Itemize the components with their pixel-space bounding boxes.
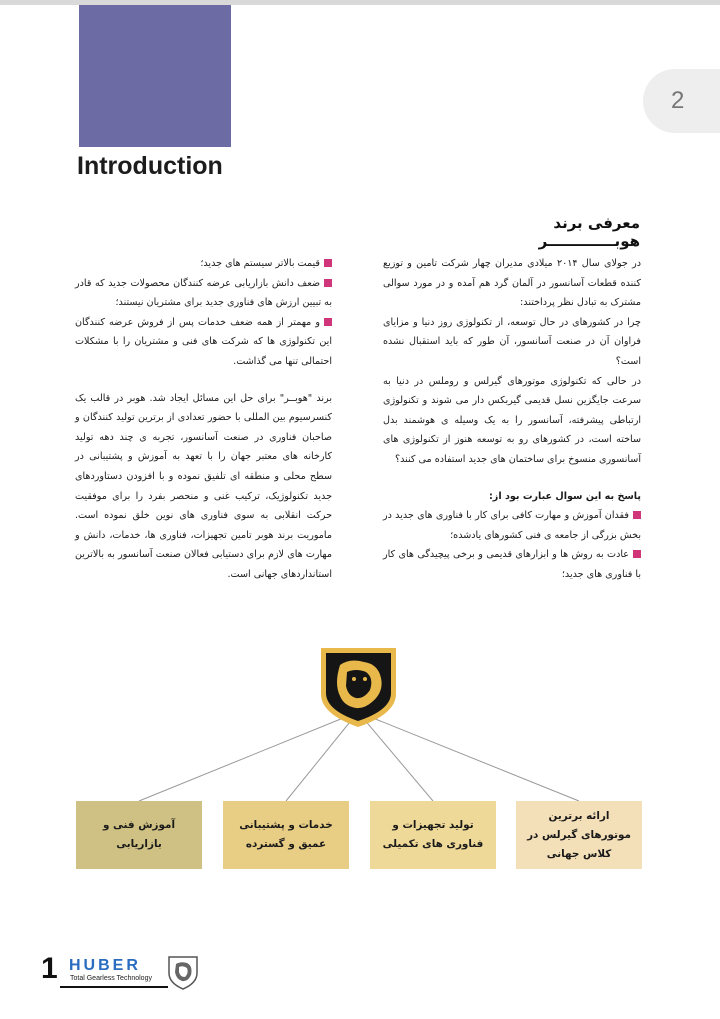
page-tab-number: 2 <box>671 87 685 114</box>
footer-rule <box>60 986 168 988</box>
intro-title: Introduction <box>77 152 223 180</box>
connector-line <box>358 712 433 801</box>
bullet-item: و مهمتر از همه ضعف خدمات پس از فروش عرضه کنندگان این تکنولوژی ها که شرکت های فنی و مشتریان را با مشکلات احتمالی تنها می گذاشت. <box>75 316 332 367</box>
pillar-box-services: خدمات و پشتیبانی عمیق و گسترده <box>223 801 349 869</box>
pillar-box-equipment: تولید تجهیزات و فناوری های تکمیلی <box>370 801 496 869</box>
brand-tagline: Total Gearless Technology <box>70 975 152 982</box>
section-heading: معرفی برند هوبـــــــــــــر <box>538 214 640 250</box>
bullet-square-icon <box>324 318 332 326</box>
bullet-item: قیمت بالاتر سیستم های جدید؛ <box>75 254 332 274</box>
header-color-block <box>79 5 231 147</box>
footer-lion-shield-icon <box>167 955 199 991</box>
bullet-square-icon <box>633 550 641 558</box>
paragraph: در جولای سال ۲۰۱۴ میلادی مدیران چهار شرکت تامین و توزیع کننده قطعات آسانسور در آلمان گرد هم آمده و در مورد سوالی مشترک به تبادل نظر پرداختند: <box>383 258 642 309</box>
pillar-box-motors: ارائه برترین موتورهای گیرلس در کلاس جهانی <box>516 801 642 869</box>
bullet-item: عادت به روش ها و ابزارهای قدیمی و برخی پیچیدگی های کار با فناوری های جدید؛ <box>383 549 641 580</box>
answer-heading: پاسخ به این سوال عبارت بود از: <box>488 490 641 502</box>
bullet-square-icon <box>633 511 641 519</box>
connector-line <box>139 712 358 801</box>
page-tab <box>643 69 720 133</box>
connector-line <box>358 712 579 801</box>
paragraph: برند "هوبــر" برای حل این مسائل ایجاد شد. هوبر در قالب یک کنسرسیوم بین المللی با حضور تعدادی از برترین تولید کنندگان و صاحبان فناوری در صنعت آسانسور، تجربه ی چند دهه تولید کارخانه های معتبر جهان را با تعهد به آموزش و پشتیبانی در سطح محلی و منطقه ای تلفیق نموده و با افزودن دستاوردهای جدید تکنولوژیک، ترکیب غنی و منحصر بفرد را برای موفقیت حرکت انقلابی به سوی فناوری های نوین خلق نموده است. ماموریت برند هوبر تامین تجهیزات، فناوری ها، خدمات، دانش و مهارت های لازم برای دستیابی فعالان صنعت آسانسور به بالاترین استانداردهای جهانی است. <box>75 392 332 580</box>
bullet-item: ضعف دانش بازاریابی عرضه کنندگان محصولات جدید که قادر به تبیین ارزش های فناوری جدید برای مشتریان نیستند؛ <box>75 277 332 309</box>
pillar-box-training: آموزش فنی و بازاریابی <box>76 801 202 869</box>
pillar-boxes <box>76 801 642 869</box>
left-text-column <box>75 254 332 585</box>
paragraph: در حالی که تکنولوژی موتورهای گیرلس و روملس در دنیا به سرعت جایگزین نسل قدیمی گیربکس دار می شوند و تکنولوژی ارتباطی پیشرفته، آسانسور را به یک وسیله ی هوشمند بدل ساخته است، در کشورهای رو به توسعه هنوز از تکنولوژی های آسانسوری منسوخ برای ساختمان های جدید استفاده می کنند؟ <box>383 375 641 465</box>
brand-wordmark: HUBER <box>69 957 141 974</box>
lion-shield-icon <box>321 648 396 727</box>
right-text-column <box>383 254 641 585</box>
paragraph: چرا در کشورهای در حال توسعه، از تکنولوژی روز دنیا و مزایای فراوان آن در صنعت آسانسور، آن طور که باید استقبال نشده است؟ <box>383 316 641 367</box>
bullet-item: فقدان آموزش و مهارت کافی برای کار با فناوری های جدید در بخش بزرگی از جامعه ی فنی کشورهای یادشده؛ <box>383 510 641 541</box>
connector-line <box>286 712 358 801</box>
bullet-square-icon <box>324 259 332 267</box>
footer-page-number: 1 <box>41 952 58 985</box>
bullet-square-icon <box>324 279 332 287</box>
